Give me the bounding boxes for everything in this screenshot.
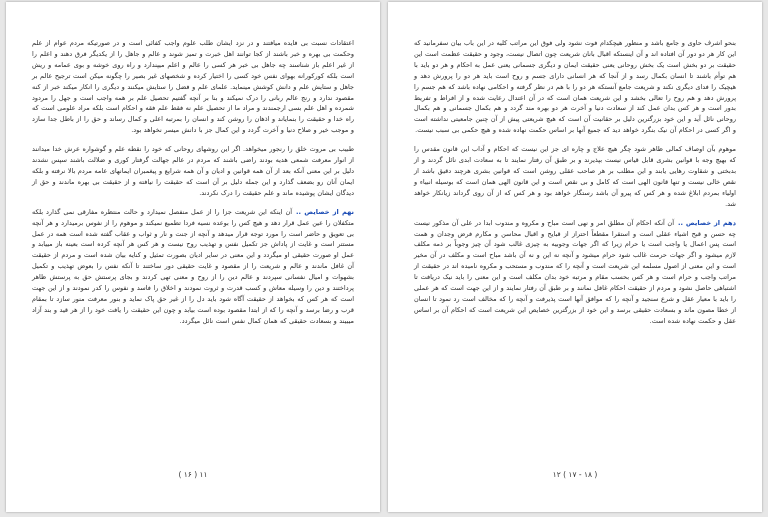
right-section-paragraph: [414, 218, 736, 327]
right-page-number: ۱۲ ( ۱۷ - ۱۸ ): [552, 470, 598, 479]
right-page: [388, 2, 762, 512]
right-paragraph-1: بنحو اشرف حاوی و جامع باشد و منظور هیچکدام فوت نشود ولی فوق این مراتب کلیه در این باب بیان سفرمانید که این کار هر دو دور آن افتاده اند و آن اینستکه اقبال بانان شریعت چون اتصال نیست، وجود و حقیقت عظمت است این حقیقت بر دو بخش است یک بخش روحانی یعنی حقیقت ایمان و دیگری جسمانی یعنی عمل به احکام و هر دو باید با هم توأم باشند تا انسان بکمال رسد و از آنجا که هر انسانی دارای جسم و روح است باید هر دو را پرورش دهد و هیچیک را فدای دیگری نکند و شریعت جامع آنستکه هر دو را با هم در نظر گرفته و احکامی نهاده باشد که هم جسم را پرورش دهد و هم روح را تعالی بخشد و این شریعت همان است که در آن اعتدال رعایت شده و از افراط و تفریط بدور است و هر کس بدان عمل کند از سعادت دنیا و آخرت هر دو بهره مند گردد و هم بکمال جسمانی و هم بکمال روحانی نائل آید و این خود بزرگترین دلیل بر حقانیت آن است که هیچ شریعتی پیش از آن چنین جامعیتی نداشته است و اگر کسی در احکام آن نیک بنگرد خواهد دید که جمیع آنها بر اساس حکمت نهاده شده و هیچ حکمی بی سبب نیست.: [414, 39, 736, 135]
right-section-text: آن آنکه احکام آن مطلق امر و نهی است مباح و مکروه و مندوب ابدا در علی آن مذکور نیست چه حسن و قبح اشیاء عقلی است و استقرا مقطعاً احتراز از قبایح و اقبال محاسن و مکارم فرض وجدان و همت است پس اعمال یا واجب است یا حرام زیرا که اگر جهات وجوبیه به چیزی غالب شود آن چیز وجوباً بر ذمه مکلف لازم میشود و اگر جهات حرمت غالب شود حرام میشود و آنچه نه این و نه آن باشد مباح است و مکلف در آن مخیر است و این معنی از اصول مسلمه این شریعت است و آنچه را که مندوب و مستحب و مکروه نامیده اند در حقیقت از مراتب واجب و حرام است و هر کس بحسب مقام و مرتبه خود بدان مکلف است و این معنی را باید نیک دریافت تا اشتباهی حاصل نشود و مردم از حقیقت احکام غافل نمانند و بر طبق آن رفتار نمایند و از این جهت است که هر عملی را باید با معیار عقل و شرع سنجید و آنچه را که موافق آنها است پذیرفت و آنچه را که مخالف است رد نمود تا انسان از خطا مصون ماند و بسعادت حقیقی برسد و این خود از بزرگترین خصایص این شریعت است که احکام آن بر اساس عقل و حکمت نهاده شده است.: [414, 218, 736, 325]
left-section-text: آن اینکه این شریعت جزا را از عمل منفصل نمیدارد و حالت منتظره مفارقی نمی گذارد بلکه متکفلان را عین عمل قرار دهد و هیچ کس را بوعده نسیه فردا تطمیع نمیکند و موهوم را از نفوس برمیدارد و هر آنچه بی تعویق و حاضر است را مورد توجه قرار میدهد و آنچه از جنت و نار و ثواب و عقاب گفته شده است همه در عمل مستتر است و غایت از پاداش جز تکمیل نفس و تهذیب روح نیست و هر کس هر آنچه کرده است بعینه باز مییابد و عمل او صورت حقیقی او میگردد و این معنی در سایر ادیان بصورت تمثیل و کنایه بیان شده است و مردم از حقیقت آن غافل ماندند و عالم و شریعت را از مقصود و غایت حقیقی دور ساختند تا آنکه نفس را بعوض تهذیب و تکمیل بشهوات و امیال نفسانی سپردند و عالم دین را از روح و معنی تهی کردند و بجای پرستش حق به پرستش ظاهر پرداختند و دین را وسیله معاش و کسب قدرت و ثروت نمودند و اخلاق را فاسد و نفوس را کدر نمودند و از این جهت است که هر کس که بخواهد از حقیقت آگاه شود باید دل را از غیر حق پاک نماید و بنور معرفت منور سازد تا بمقام قرب و رضا برسد و آنچه را که از ابتدا مقصود بوده است بیابد و چون این حقیقت را یافت خود را از هر قید و بند آزاد میبیند و بسعادت حقیقی که همان کمال نفس است نائل میگردد.: [32, 207, 354, 325]
left-page: [6, 2, 380, 512]
right-section-heading: دهم از خصایص ..: [678, 218, 736, 227]
left-page-number: ( ۱۶ ) ۱۱: [178, 470, 208, 479]
left-section-paragraph: [32, 207, 354, 327]
right-paragraph-2: موهوم بآن اوصاف کمالی ظاهر شود چگر هیچ علاج و چاره ای جز این نیست که احکام و آداب این قانون مقدس را که بهیچ وجه با قوانین بشری قابل قیاس نیست بپذیرند و بر طبق آن رفتار نمایند تا به سعادت ابدی نائل گردند و از بدبختی و شقاوت رهایی یابند و این مطلب بر هر صاحب عقلی روشن است که قوانین بشری هرچند دقیق باشد از نقص خالی نیست و تنها قانون الهی است که کامل و بی نقص است و این قانون الهی همان است که بوسیله انبیاء و اولیاء بمردم ابلاغ شده و هر کس که پیرو آن باشد رستگار خواهد بود و هر کس که از آن روی گرداند زیانکار خواهد شد.: [414, 145, 736, 208]
left-section-heading: نهم از خصایص ..: [296, 207, 354, 216]
left-paragraph-1: اعتقادات نسبت بی فایده میافتند و در نزد ایشان طلب علوم واجب کفائی است و در صورتیکه مردم عوام از علم وحکمت بی بهره و خبر باشند از کجا توانند اهل خبرت و تمیز شوند و عالم و جاهل را از یکدیگر فرق دهند و اعلم را از غیر اعلم باز شناسند چه جاهل بی خبر هر کسی را عالم و اعلم میپندارد و راه روی خوشه و بوی عمامه و ریش است بلکه کورکورانه بهوای نفس خود کسی را اختیار کرده و شخصهای غیر بصیر را چگونه میکن است ترجیح عالم بر جاهل و ستایش علم و دانش کوشش مینماید. علمای علم و فضل را ستایش میکنند و دیگری را انکار میکند خبر از کنه مقصود ندارد و رنج عالم ربانی را درک نمیکند و بنا بر آنچه گفتیم تحصیل علم بر همه واجب است و جهل را مردود شمرده و اهل علم بسی ارجمندند و مراد ما از تحصیل علم نه فقط علم فقه و احکام است بلکه مراد علومی است که راه خدا و حقیقت را بنمایاند و اذهان را روشن کند و انسان را بمرتبه اعلی و کمال رساند و حق را از باطل جدا سازد و موجب خیر و صلاح دنیا و آخرت گردد و این کمال جز با دانش میسر نخواهد بود.: [32, 39, 354, 135]
left-paragraph-2: طبیب بی مروت خلق را رنجور میخواهد. اگر این روشهای روحانی که خود را نقطه علم و گوشواره عرش خدا میدانند از انوار معرفت شمعی هدیه بودند راضی باشند که مردم در عالم جهالت گرفتار کوری و ضلالت باشند سپس نشدند دلیل بر این معنی آنکه بعد از آن همه قوانین و ادیان و آن همه شرایع و پیغمبران ایمانهای عامه مردم بالا نرفته و بلکه ایمان آنان رو بضعف گذارد و این جمله دلیل بر آن است که حقیقت را نیافته و از حقیقت بی بهره ماندند و حق از دیدگان ایشان پوشیده ماند و علم حقیقت را درک نکردند.: [32, 145, 354, 197]
